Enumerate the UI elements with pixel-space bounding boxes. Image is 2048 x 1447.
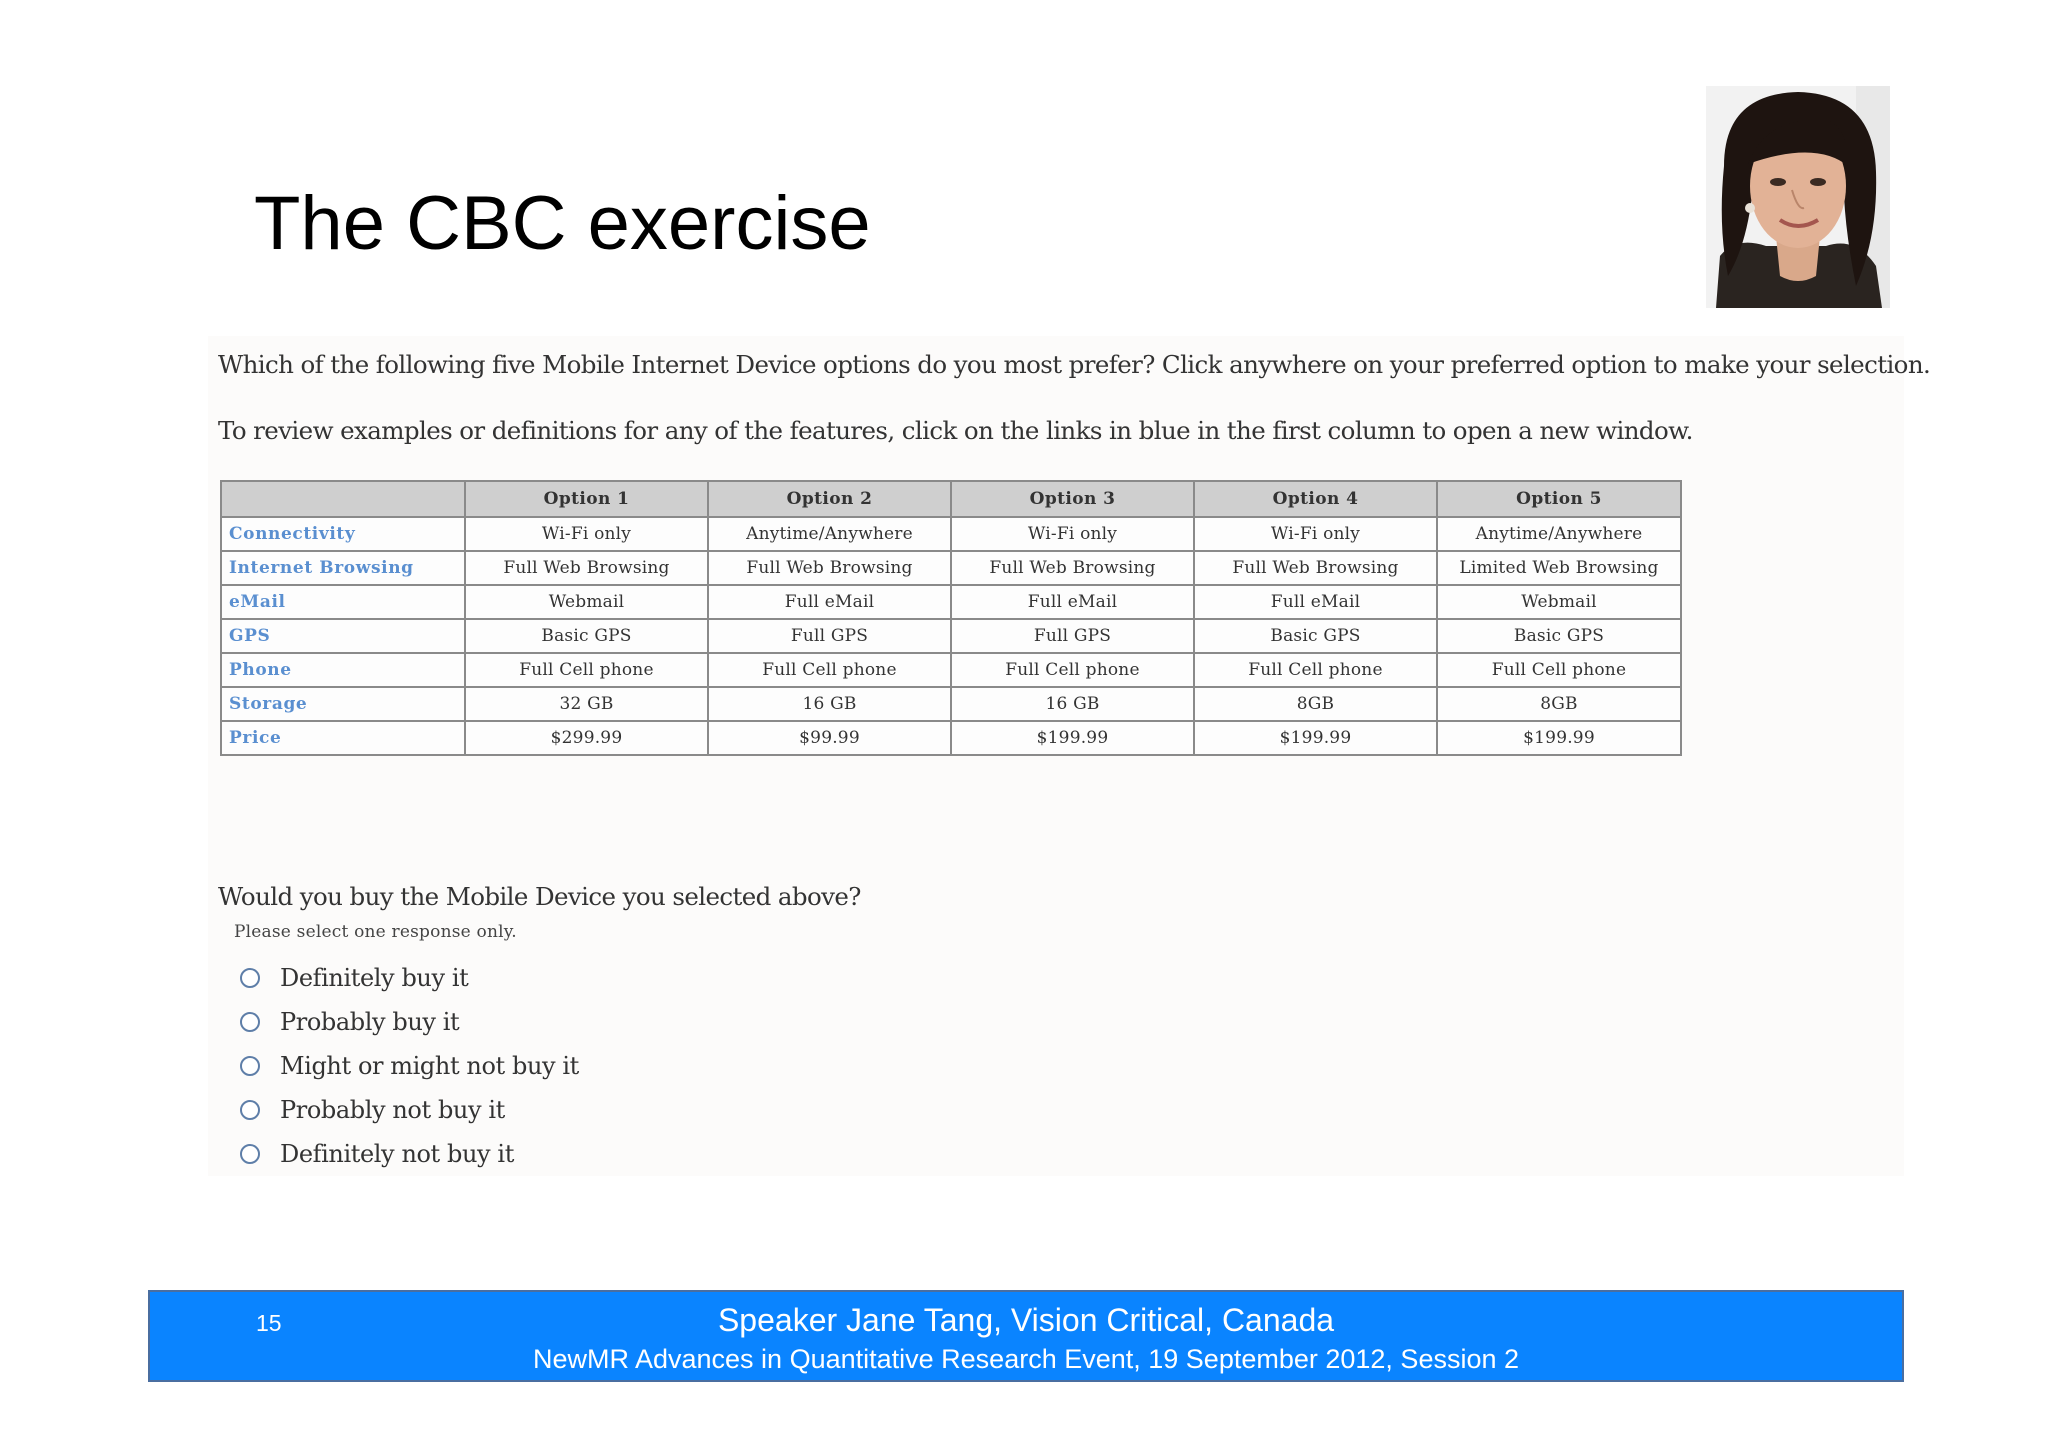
slide-footer (148, 1290, 1904, 1382)
option-4-header[interactable]: Option 4 (1194, 481, 1437, 517)
table-cell[interactable]: Full Web Browsing (951, 551, 1194, 585)
table-cell[interactable]: Wi-Fi only (465, 517, 708, 551)
feature-link-phone[interactable]: Phone (221, 653, 465, 687)
option-label: Definitely buy it (280, 964, 469, 992)
table-cell[interactable]: 16 GB (708, 687, 951, 721)
survey-panel (208, 336, 1931, 1176)
survey-intro-instructions: To review examples or definitions for any of the features, click on the links in blue in the first column to open a new window. (218, 416, 1693, 445)
table-cell[interactable]: Full Cell phone (708, 653, 951, 687)
table-cell[interactable]: Full eMail (708, 585, 951, 619)
table-cell[interactable]: Wi-Fi only (951, 517, 1194, 551)
option-definitely-not-buy[interactable] (234, 1132, 579, 1176)
table-cell[interactable]: Limited Web Browsing (1437, 551, 1681, 585)
table-cell[interactable]: Webmail (1437, 585, 1681, 619)
choice-table (220, 480, 1682, 756)
purchase-options (234, 956, 579, 1176)
table-cell[interactable]: Webmail (465, 585, 708, 619)
table-cell[interactable]: $199.99 (1194, 721, 1437, 755)
option-definitely-buy[interactable] (234, 956, 579, 1000)
table-cell[interactable]: $199.99 (951, 721, 1194, 755)
feature-link-price[interactable]: Price (221, 721, 465, 755)
footer-speaker: Speaker Jane Tang, Vision Critical, Canada (717, 1302, 1335, 1338)
feature-link-internet-browsing[interactable]: Internet Browsing (221, 551, 465, 585)
footer-event: NewMR Advances in Quantitative Research Event, 19 September 2012, Session 2 (532, 1344, 1520, 1374)
table-cell[interactable]: 16 GB (951, 687, 1194, 721)
feature-link-gps[interactable]: GPS (221, 619, 465, 653)
option-probably-buy[interactable] (234, 1000, 579, 1044)
table-cell[interactable]: Anytime/Anywhere (708, 517, 951, 551)
table-cell[interactable]: Full GPS (951, 619, 1194, 653)
table-cell[interactable]: Anytime/Anywhere (1437, 517, 1681, 551)
table-cell[interactable]: $299.99 (465, 721, 708, 755)
table-row (221, 551, 1681, 585)
table-cell[interactable]: Full eMail (1194, 585, 1437, 619)
feature-link-connectivity[interactable]: Connectivity (221, 517, 465, 551)
table-cell[interactable]: Full Cell phone (1194, 653, 1437, 687)
table-row (221, 517, 1681, 551)
table-row (221, 619, 1681, 653)
option-label: Might or might not buy it (280, 1052, 579, 1080)
table-cell[interactable]: Full eMail (951, 585, 1194, 619)
table-row (221, 687, 1681, 721)
table-cell[interactable]: 8GB (1437, 687, 1681, 721)
table-cell[interactable]: Full Cell phone (951, 653, 1194, 687)
option-1-header[interactable]: Option 1 (465, 481, 708, 517)
purchase-instruction: Please select one response only. (234, 922, 517, 942)
option-might-or-might-not-buy[interactable] (234, 1044, 579, 1088)
option-label: Definitely not buy it (280, 1140, 514, 1168)
table-row (221, 721, 1681, 755)
option-probably-not-buy[interactable] (234, 1088, 579, 1132)
purchase-question: Would you buy the Mobile Device you selected above? (218, 882, 861, 911)
option-2-header[interactable]: Option 2 (708, 481, 951, 517)
table-cell[interactable]: Full Web Browsing (1194, 551, 1437, 585)
table-cell[interactable]: Full Cell phone (1437, 653, 1681, 687)
feature-link-email[interactable]: eMail (221, 585, 465, 619)
option-label: Probably not buy it (280, 1096, 505, 1124)
table-row (221, 585, 1681, 619)
table-cell[interactable]: 8GB (1194, 687, 1437, 721)
speaker-photo (1706, 86, 1890, 308)
table-cell[interactable]: $99.99 (708, 721, 951, 755)
speaker-photo-icon (1706, 86, 1890, 308)
radio-button[interactable] (240, 1144, 260, 1164)
page-number: 15 (256, 1310, 282, 1336)
radio-button[interactable] (240, 1100, 260, 1120)
table-header-feature (221, 481, 465, 517)
option-label: Probably buy it (280, 1008, 460, 1036)
radio-button[interactable] (240, 1012, 260, 1032)
radio-button[interactable] (240, 968, 260, 988)
table-cell[interactable]: Basic GPS (1194, 619, 1437, 653)
table-cell[interactable]: Basic GPS (1437, 619, 1681, 653)
table-cell[interactable]: $199.99 (1437, 721, 1681, 755)
table-cell[interactable]: Wi-Fi only (1194, 517, 1437, 551)
radio-button[interactable] (240, 1056, 260, 1076)
table-row (221, 653, 1681, 687)
option-3-header[interactable]: Option 3 (951, 481, 1194, 517)
table-cell[interactable]: Basic GPS (465, 619, 708, 653)
table-cell[interactable]: Full Cell phone (465, 653, 708, 687)
table-cell[interactable]: Full Web Browsing (708, 551, 951, 585)
feature-link-storage[interactable]: Storage (221, 687, 465, 721)
table-cell[interactable]: Full GPS (708, 619, 951, 653)
survey-intro-question: Which of the following five Mobile Internet Device options do you most prefer? Click anywhere on your preferred option to make your selection. (218, 350, 1931, 379)
table-cell[interactable]: Full Web Browsing (465, 551, 708, 585)
table-cell[interactable]: 32 GB (465, 687, 708, 721)
table-header-row (221, 481, 1681, 517)
slide-title: The CBC exercise (254, 181, 871, 266)
option-5-header[interactable]: Option 5 (1437, 481, 1681, 517)
